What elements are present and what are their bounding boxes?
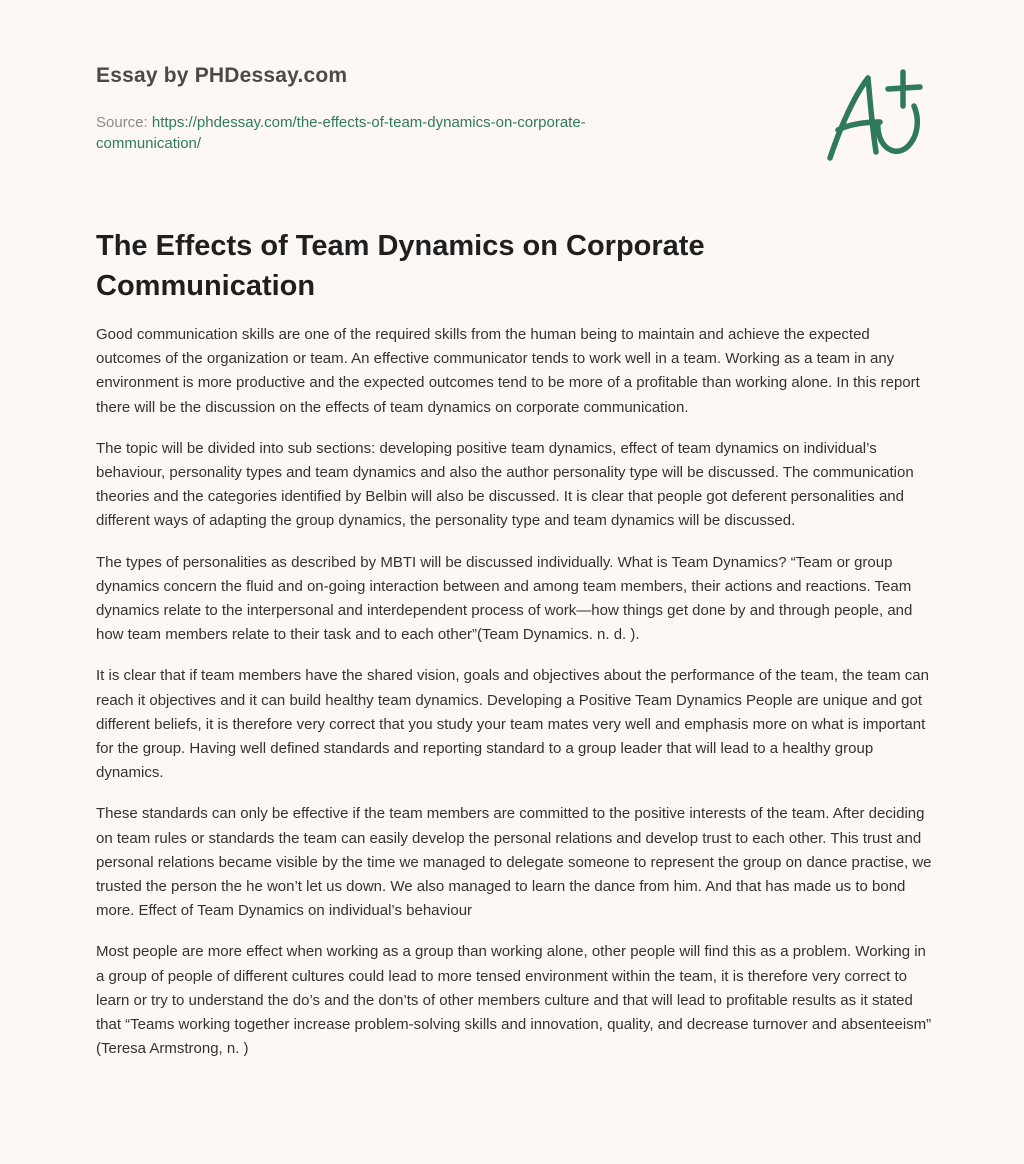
article-body	[96, 323, 932, 1078]
source-line	[96, 112, 676, 154]
article-paragraph: The types of personalities as described by MBTI will be discussed individually. What is Team Dynamics? “Team or group dynamics concern the fluid and on-going interaction between and among team members, their actions and reactions. Team dynamics relate to the interpersonal and interdependent process of work—how things get done by and through people, and how team members relate to their task and to each other”(Team Dynamics. n. d. ).	[96, 553, 913, 644]
article-paragraph: The topic will be divided into sub sections: developing positive team dynamics, effect of team dynamics on individual’s behaviour, personality types and team dynamics and also the author personality type will be discussed. The communication theories and the categories identified by Belbin will also be discussed. It is clear that people got deferent personalities and different ways of adapting the group dynamics, the personality type and team dynamics will be discussed.	[96, 439, 914, 530]
article-paragraph: It is clear that if team members have the shared vision, goals and objectives about the performance of the team, the team can reach it objectives and it can build healthy team dynamics. Developing a Positive Team Dynamics People are unique and got different beliefs, it is therefore very correct that you study your team mates very well and emphasis more on what is important for the group. Having well defined standards and reporting standard to a group leader that will lead to a healthy group dynamics.	[96, 667, 929, 782]
source-link[interactable]: https://phdessay.com/the-effects-of-team-dynamics-on-corporate-communication/	[96, 114, 586, 152]
a-plus-logo-icon	[820, 66, 930, 166]
article-paragraph: Most people are more effect when working as a group than working alone, other people will find this as a problem. Working in a group of people of different cultures could lead to more tensed environment within the team, it is therefore very correct to learn or try to understand the do’s and the don’ts of other members culture and that will lead to profitable results as it stated that “Teams working together increase problem-solving skills and innovation, quality, and decrease turnover and absenteeism” (Teresa Armstrong, n. )	[96, 943, 932, 1058]
article-paragraph: These standards can only be effective if the team members are committed to the positive interests of the team. After deciding on team rules or standards the team can easily develop the personal relations and develop trust to each other. This trust and personal relations became visible by the time we managed to delegate someone to represent the group on dance practise, we trusted the person the he won’t let us down. We also managed to learn the dance from him. And that has made us to bond more. Effect of Team Dynamics on individual’s behaviour	[96, 805, 932, 920]
source-label: Source:	[96, 114, 152, 131]
article-title: The Effects of Team Dynamics on Corporate Communication	[96, 230, 705, 302]
article-paragraph: Good communication skills are one of the required skills from the human being to maintain and achieve the expected outcomes of the organization or team. An effective communicator tends to work well in a team. Working as a team in any environment is more productive and the expected outcomes tend to be more of a profitable than working alone. In this report there will be the discussion on the effects of team dynamics on corporate communication.	[96, 326, 920, 416]
brand-heading: Essay by PHDessay.com	[96, 64, 348, 87]
